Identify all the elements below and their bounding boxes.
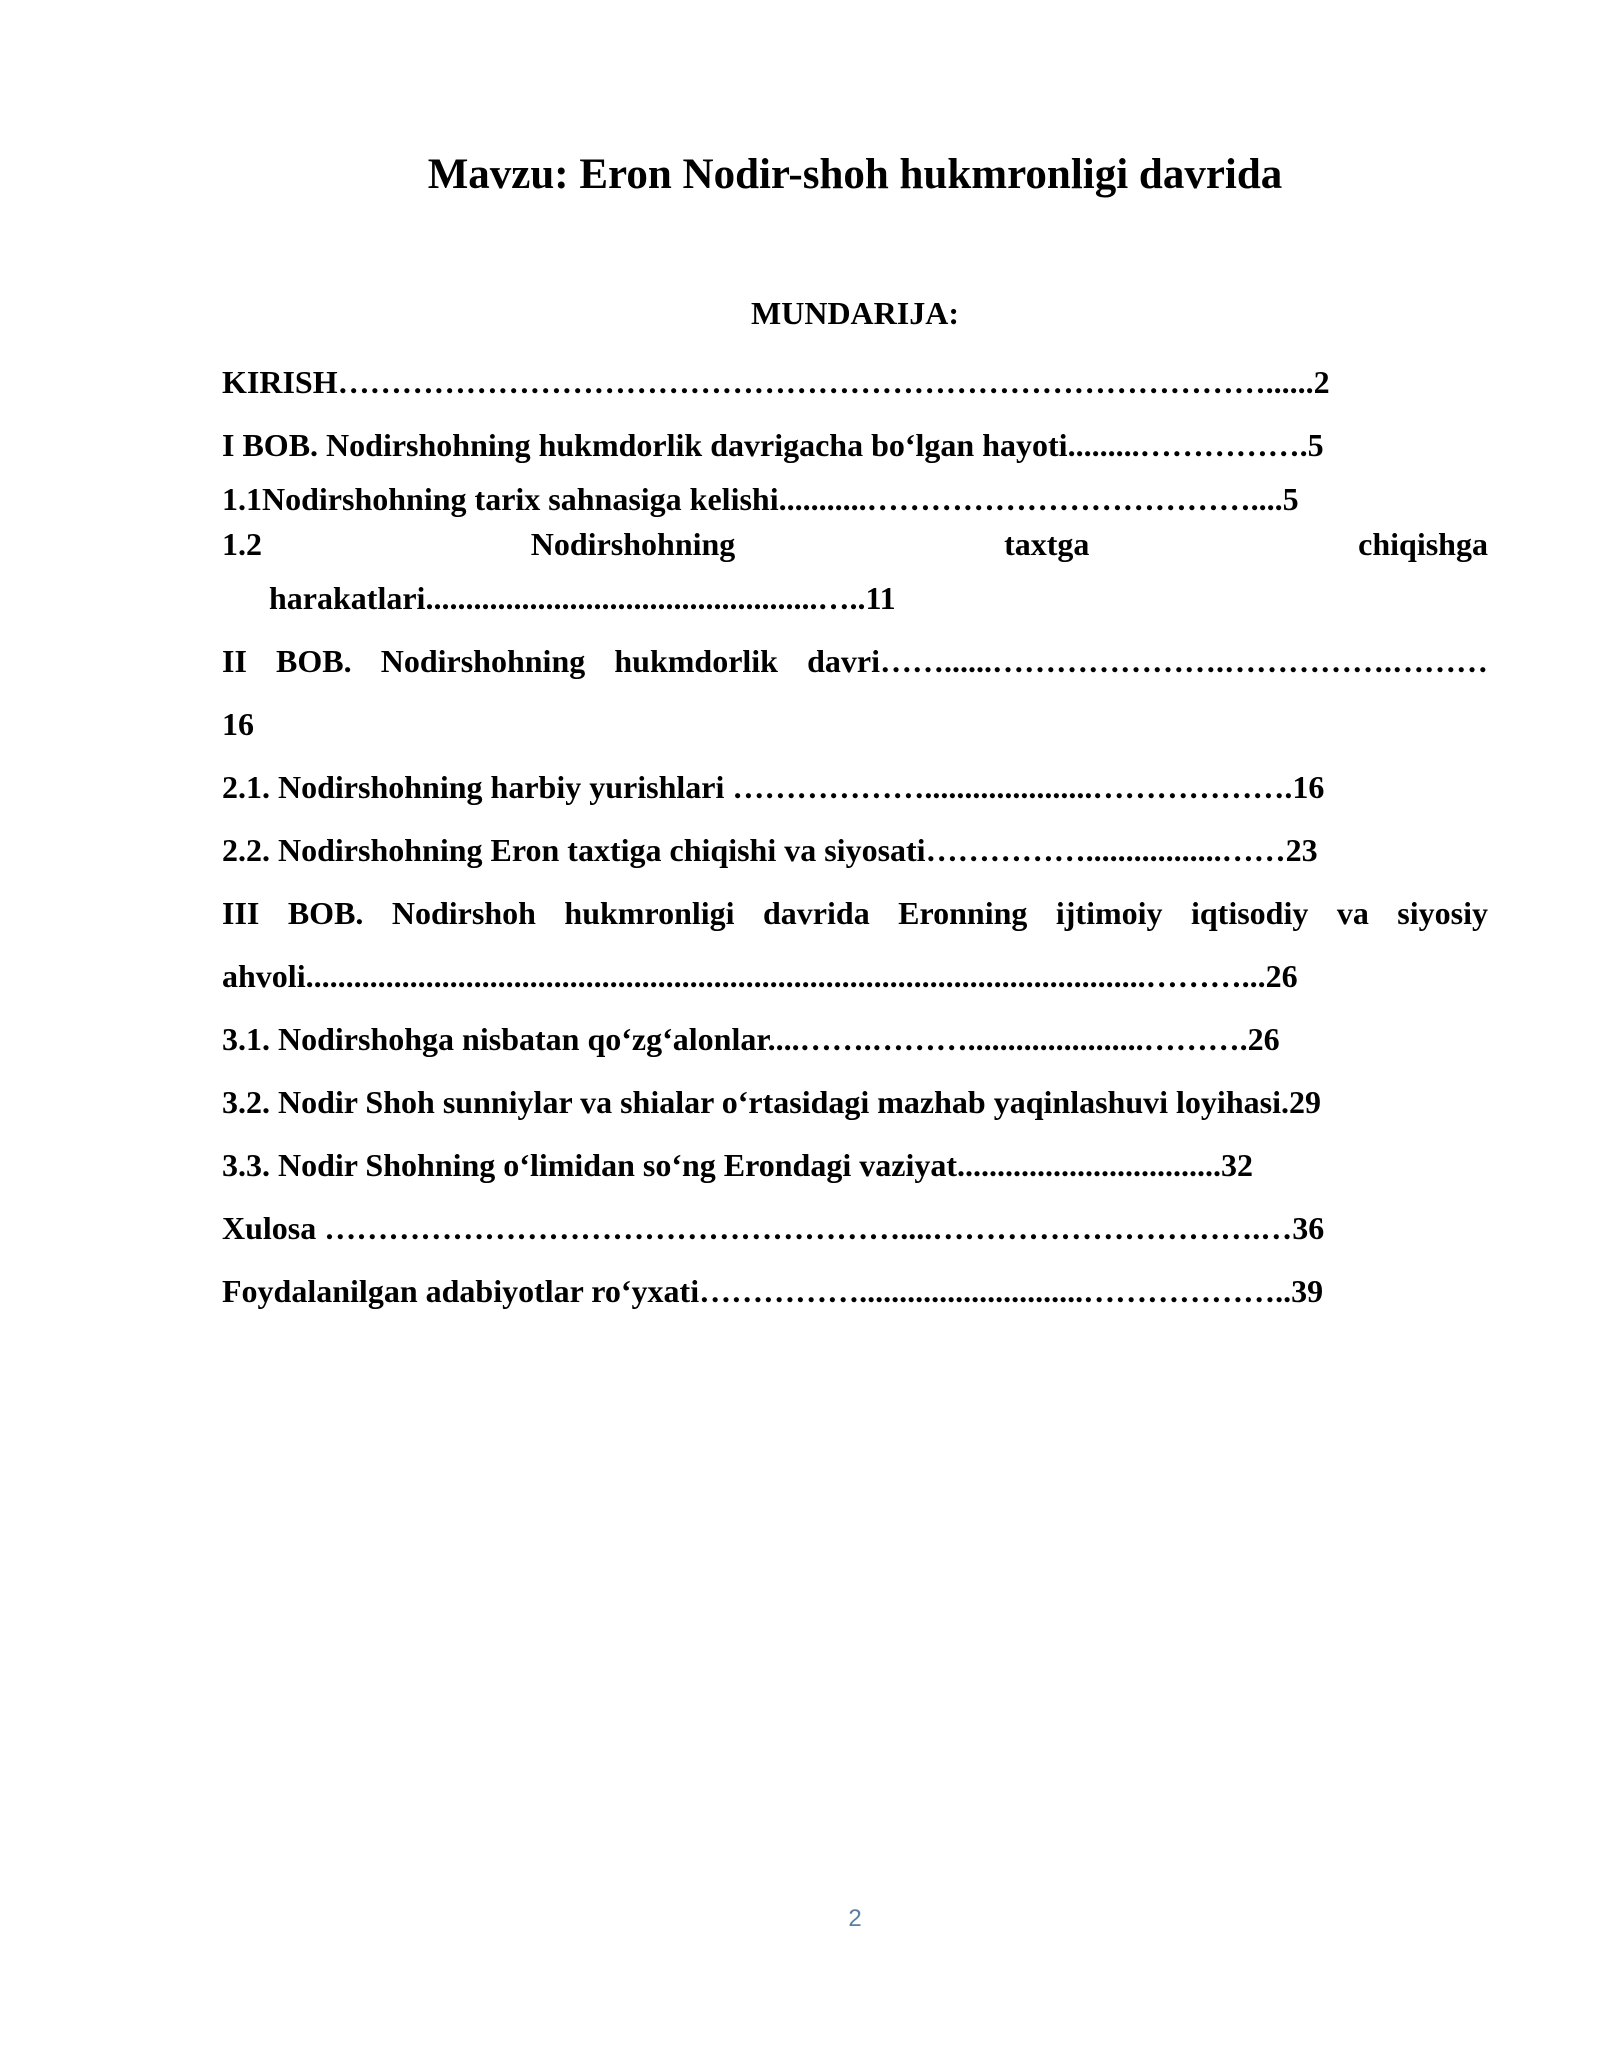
toc-word: hukmdorlik <box>614 643 778 679</box>
toc-entry-chapter-2-page: 16 <box>222 706 254 742</box>
toc-word: davrida <box>763 895 870 931</box>
toc-entry-1-2-continued: harakatlari.................................................…..11 <box>269 580 896 616</box>
toc-word: davri……......………………….…………….……… <box>807 643 1488 679</box>
toc-word: hukmronligi <box>564 895 735 931</box>
toc-entry-chapter-3 <box>222 882 1488 945</box>
page-title: Mavzu: Eron Nodir-shoh hukmronligi davrida <box>427 151 1283 198</box>
table-of-contents <box>222 351 1488 1323</box>
toc-word: chiqishga <box>1358 526 1488 562</box>
toc-word: Eronning <box>898 895 1028 931</box>
toc-entry-xulosa: Xulosa ………………………………………………....………………………….…36 <box>222 1210 1325 1246</box>
toc-word: Nodirshohning <box>530 526 736 562</box>
toc-entry-2-1: 2.1. Nodirshohning harbiy yurishlari ……………….....................……………….16 <box>222 769 1325 805</box>
toc-word: iqtisodiy <box>1190 895 1309 931</box>
toc-word: taxtga <box>1004 526 1090 562</box>
toc-heading: MUNDARIJA: <box>751 295 959 331</box>
toc-word: BOB. <box>276 643 352 679</box>
toc-word: va <box>1336 895 1369 931</box>
toc-word: 1.2 <box>222 526 262 562</box>
toc-entry-1-2 <box>222 522 1488 567</box>
toc-entry-bibliography: Foydalanilgan adabiyotlar ro‘yxati……………............................………………..39 <box>222 1273 1324 1309</box>
toc-word: III <box>222 895 260 931</box>
toc-word: Nodirshoh <box>391 895 536 931</box>
toc-word: II <box>222 643 247 679</box>
toc-entry-2-2: 2.2. Nodirshohning Eron taxtiga chiqishi va siyosati…………….................……23 <box>222 832 1318 868</box>
toc-entry-1-1: 1.1Nodirshohning tarix sahnasiga kelishi...........………………………………....5 <box>222 481 1299 517</box>
toc-word: ijtimoiy <box>1055 895 1163 931</box>
toc-entry-chapter-1: I BOB. Nodirshohning hukmdorlik davrigacha bo‘lgan hayoti.........…………….5 <box>222 427 1324 463</box>
toc-entry-3-1: 3.1. Nodirshohga nisbatan qo‘zg‘alonlar....…….………......................……….26 <box>222 1021 1280 1057</box>
page-number: 2 <box>848 1905 862 1932</box>
toc-entry-3-2: 3.2. Nodir Shoh sunniylar va shialar o‘rtasidagi mazhab yaqinlashuvi loyihasi.29 <box>222 1084 1321 1120</box>
toc-entry-chapter-3-continued: ahvoli.........................................................................................................………...26 <box>222 958 1298 994</box>
toc-entry-3-3: 3.3. Nodir Shohning o‘limidan so‘ng Erondagi vaziyat.................................32 <box>222 1147 1253 1183</box>
toc-word: siyosiy <box>1397 895 1488 931</box>
toc-entry-chapter-2 <box>222 630 1488 693</box>
toc-word: Nodirshohning <box>380 643 586 679</box>
toc-entry-kirish: KIRISH……………………………………………………………………………......2 <box>222 364 1330 400</box>
toc-word: BOB. <box>287 895 364 931</box>
